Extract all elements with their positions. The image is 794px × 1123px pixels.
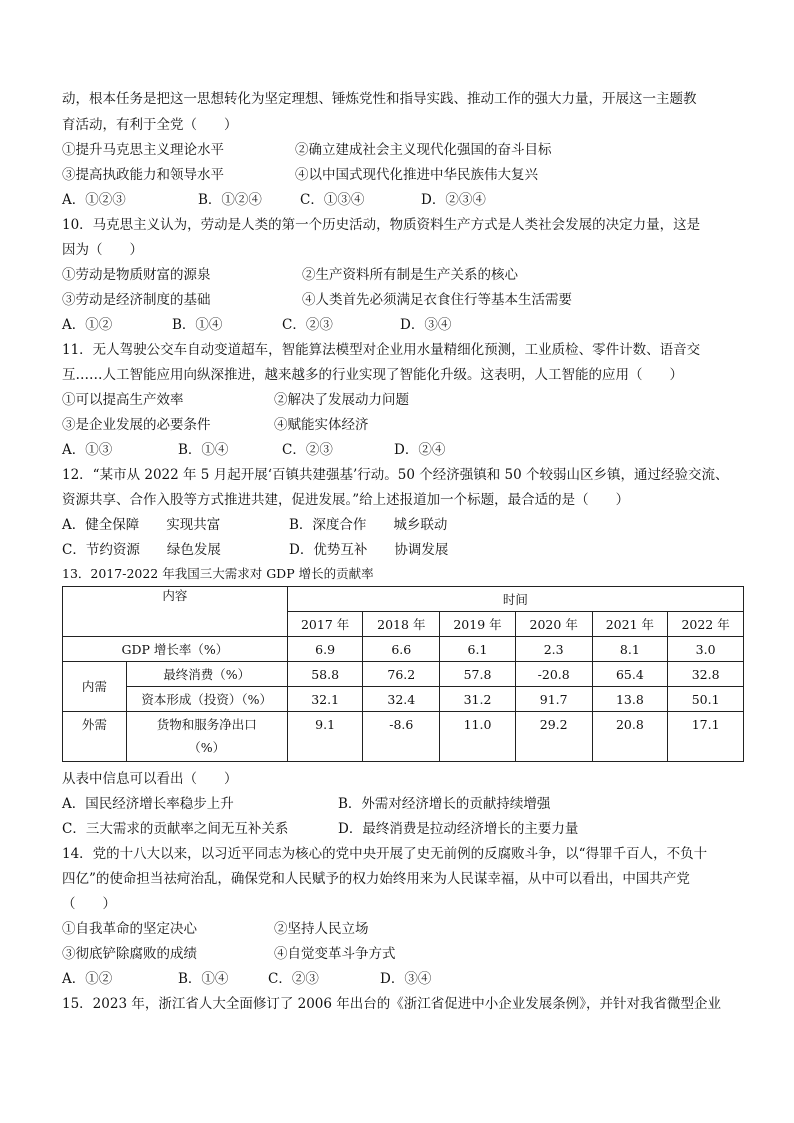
table-cell: 6.9 bbox=[287, 637, 363, 662]
q10-option-4: ④人类首先必须满足衣食住行等基本生活需要 bbox=[302, 292, 572, 308]
table-row-net-export bbox=[63, 712, 744, 762]
table-cell: 8.1 bbox=[592, 637, 668, 662]
q9-option-3: ③提高执政能力和领导水平 bbox=[62, 167, 224, 183]
q11-line-1: 11．无人驾驶公交车自动变道超车，智能算法模型对企业用水量精细化预测，工业质检、零件计数、语音交 bbox=[62, 342, 701, 358]
gdp-contribution-table bbox=[62, 586, 744, 762]
q10-option-3: ③劳动是经济制度的基础 bbox=[62, 292, 211, 308]
header-content-cell: 内容 bbox=[63, 587, 288, 637]
q11-option-3: ③是企业发展的必要条件 bbox=[62, 417, 211, 433]
row-label: GDP 增长率（%） bbox=[63, 637, 288, 662]
q14-line-3: （ ） bbox=[62, 896, 116, 912]
table-cell: 29.2 bbox=[515, 712, 592, 762]
table-cell: 11.0 bbox=[440, 712, 516, 762]
q12-choice-b: B．深度合作 城乡联动 bbox=[289, 517, 448, 533]
q13-stem: 从表中信息可以看出（ ） bbox=[62, 771, 238, 787]
q11-option-2: ②解决了发展动力问题 bbox=[274, 392, 409, 408]
year-cell: 2021 年 bbox=[592, 612, 668, 637]
q14-line-2: 四亿”的使命担当祛疴治乱，确保党和人民赋予的权力始终用来为人民谋幸福，从中可以看出，中国共产党 bbox=[62, 871, 690, 887]
q14-option-3: ③彻底铲除腐败的成绩 bbox=[62, 946, 197, 962]
table-cell: 32.4 bbox=[363, 687, 440, 712]
q14-line-1: 14．党的十八大以来，以习近平同志为核心的党中央开展了史无前例的反腐败斗争，以“得罪千百人，不负十 bbox=[62, 846, 708, 862]
table-cell: -20.8 bbox=[515, 662, 592, 687]
q13-choice-a: A．国民经济增长率稳步上升 bbox=[62, 796, 234, 812]
q10-choice-b: B．①④ bbox=[172, 317, 223, 333]
table-cell: 9.1 bbox=[287, 712, 363, 762]
year-cell: 2018 年 bbox=[363, 612, 440, 637]
q11-choice-c: C．②③ bbox=[282, 442, 333, 458]
table-cell: -8.6 bbox=[363, 712, 440, 762]
row-label: 资本形成（投资）（%） bbox=[126, 687, 287, 712]
q11-line-2: 互……人工智能应用向纵深推进，越来越多的行业实现了智能化升级。这表明，人工智能的应用（ ） bbox=[62, 367, 683, 383]
q13-title: 13．2017-2022 年我国三大需求对 GDP 增长的贡献率 bbox=[62, 566, 374, 581]
q9-choice-d: D．②③④ bbox=[421, 192, 486, 208]
q11-choice-a: A．①③ bbox=[62, 442, 113, 458]
q14-choice-c: C．②③ bbox=[268, 971, 319, 987]
q11-choice-b: B．①④ bbox=[178, 442, 229, 458]
table-row-consumption bbox=[63, 662, 744, 687]
q10-choice-a: A．①② bbox=[62, 317, 113, 333]
table-cell: 17.1 bbox=[668, 712, 744, 762]
table-row-gdp bbox=[63, 637, 744, 662]
q12-choice-a: A．健全保障 实现共富 bbox=[62, 517, 221, 533]
table-row-capital bbox=[63, 687, 744, 712]
q9-choice-a: A．①②③ bbox=[62, 192, 126, 208]
year-cell: 2019 年 bbox=[440, 612, 516, 637]
row-label-line: 货物和服务净出口 bbox=[156, 717, 257, 732]
q11-option-1: ①可以提高生产效率 bbox=[62, 392, 184, 408]
q10-option-2: ②生产资料所有制是生产关系的核心 bbox=[302, 267, 518, 283]
table-cell: 31.2 bbox=[440, 687, 516, 712]
q12-line-1: 12．“某市从 2022 年 5 月起开展‘百镇共建强基’行动。50 个经济强镇和 50 个较弱山区乡镇，通过经验交流、 bbox=[62, 467, 729, 483]
table-cell: 76.2 bbox=[363, 662, 440, 687]
q9-option-1: ①提升马克思主义理论水平 bbox=[62, 142, 224, 158]
row-label: 最终消费（%） bbox=[126, 662, 287, 687]
header-time-cell: 时间 bbox=[287, 587, 743, 612]
q9-choice-c: C．①③④ bbox=[300, 192, 365, 208]
q9-line-1: 动，根本任务是把这一思想转化为坚定理想、锤炼党性和指导实践、推动工作的强大力量，开展这一主题教 bbox=[62, 91, 697, 107]
row-label bbox=[126, 712, 287, 762]
q12-line-2: 资源共享、合作入股等方式推进共建，促进发展。”给上述报道加一个标题，最合适的是（ ） bbox=[62, 492, 630, 508]
q12-choice-d: D．优势互补 协调发展 bbox=[289, 542, 449, 558]
q11-choice-d: D．②④ bbox=[394, 442, 446, 458]
q13-choice-b: B．外需对经济增长的贡献持续增强 bbox=[338, 796, 551, 812]
q9-option-4: ④以中国式现代化推进中华民族伟大复兴 bbox=[295, 167, 538, 183]
q14-option-1: ①自我革命的坚定决心 bbox=[62, 921, 197, 937]
q13-choice-d: D．最终消费是拉动经济增长的主要力量 bbox=[338, 821, 579, 837]
year-cell: 2017 年 bbox=[287, 612, 363, 637]
q13-choice-c: C．三大需求的贡献率之间无互补关系 bbox=[62, 821, 289, 837]
table-cell: 57.8 bbox=[440, 662, 516, 687]
table-cell: 13.8 bbox=[592, 687, 668, 712]
table-cell: 20.8 bbox=[592, 712, 668, 762]
year-cell: 2020 年 bbox=[515, 612, 592, 637]
q10-line-2: 因为（ ） bbox=[62, 242, 143, 258]
group-label: 外需 bbox=[63, 712, 127, 762]
q10-line-1: 10．马克思主义认为，劳动是人类的第一个历史活动，物质资料生产方式是人类社会发展的决定力量，这是 bbox=[62, 217, 701, 233]
year-cell: 2022 年 bbox=[668, 612, 744, 637]
q14-choice-b: B．①④ bbox=[178, 971, 229, 987]
q15-line-1: 15．2023 年，浙江省人大全面修订了 2006 年出台的《浙江省促进中小企业发展条例》，并针对我省微型企业 bbox=[62, 996, 722, 1012]
q11-option-4: ④赋能实体经济 bbox=[274, 417, 369, 433]
q14-option-2: ②坚持人民立场 bbox=[274, 921, 369, 937]
table-cell: 32.1 bbox=[287, 687, 363, 712]
q14-choice-a: A．①② bbox=[62, 971, 113, 987]
table-cell: 6.1 bbox=[440, 637, 516, 662]
q10-option-1: ①劳动是物质财富的源泉 bbox=[62, 267, 211, 283]
group-label: 内需 bbox=[63, 662, 127, 712]
table-cell: 91.7 bbox=[515, 687, 592, 712]
table-cell: 6.6 bbox=[363, 637, 440, 662]
q9-choice-b: B．①②④ bbox=[198, 192, 262, 208]
q10-choice-c: C．②③ bbox=[282, 317, 333, 333]
row-label-line: （%） bbox=[188, 740, 226, 755]
q14-option-4: ④自觉变革斗争方式 bbox=[274, 946, 396, 962]
q12-choice-c: C．节约资源 绿色发展 bbox=[62, 542, 221, 558]
table-cell: 65.4 bbox=[592, 662, 668, 687]
q14-choice-d: D．③④ bbox=[380, 971, 432, 987]
table-cell: 58.8 bbox=[287, 662, 363, 687]
q9-option-2: ②确立建成社会主义现代化强国的奋斗目标 bbox=[295, 142, 552, 158]
q10-choice-d: D．③④ bbox=[400, 317, 452, 333]
table-cell: 32.8 bbox=[668, 662, 744, 687]
table-cell: 3.0 bbox=[668, 637, 744, 662]
table-cell: 50.1 bbox=[668, 687, 744, 712]
q9-line-2: 育活动，有利于全党（ ） bbox=[62, 117, 238, 133]
table-cell: 2.3 bbox=[515, 637, 592, 662]
